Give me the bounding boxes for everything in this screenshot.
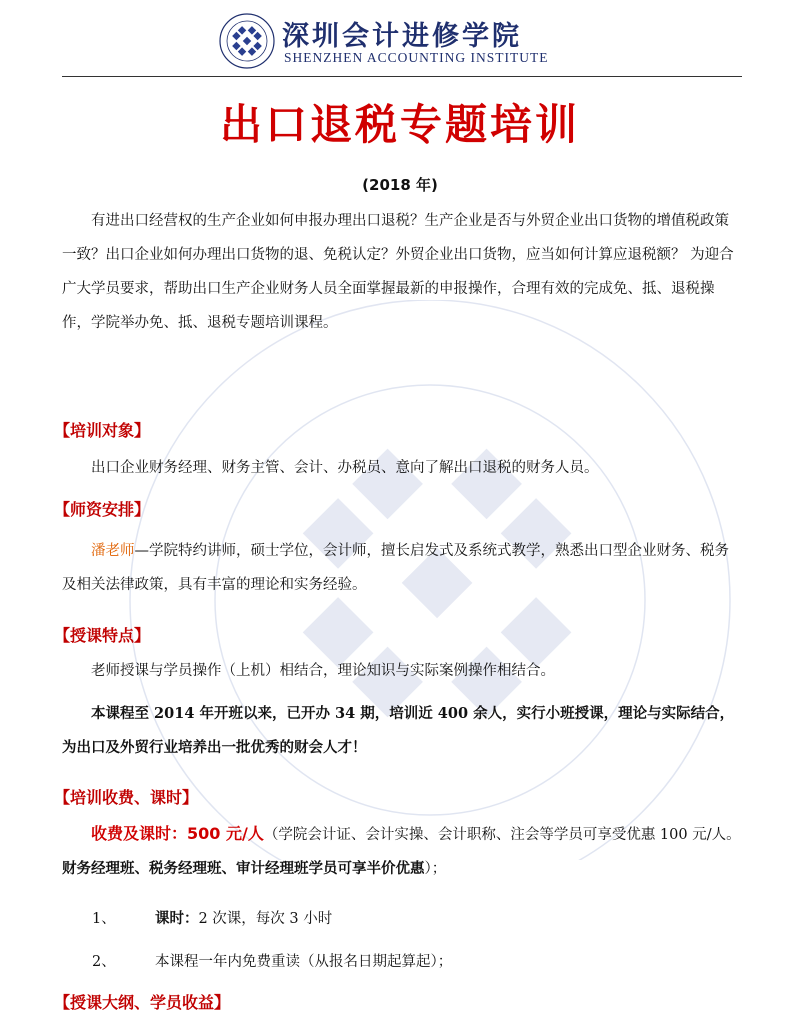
page-title: 出口退税专题培训 [219, 100, 580, 149]
section-heading-teacher: 【师资安排】 [54, 500, 151, 519]
logo-english-name: SHENZHEN ACCOUNTING INSTITUTE [284, 50, 549, 65]
fee-note-end: ）； [424, 861, 447, 877]
features-text-1: 老师授课与学员操作（上机）相结合，理论知识与实际案例操作相结合。 [91, 663, 555, 679]
header-divider [62, 76, 742, 77]
intro-paragraph: 有进出口经营权的生产企业如何申报办理出口退税？生产企业是否与外贸企业出口货物的增值税政策一致？出口企业如何办理出口货物的退、免税认定？外贸企业出口货物，应当如何计算应退税额？ 为迎合广大学员要求，帮助出口生产企业财务人员全面掌握最新的申报操作，合理有效的完成免、抵、退税操作，学院举办免、抵、退税专题培训课程。 [62, 213, 734, 331]
fee-item-2-text: 本课程一年内免费重读（从报名日期起算起）； [154, 954, 453, 970]
fee-label: 收费及课时：500 元/人 [91, 824, 264, 843]
section-heading-fees: 【培训收费、课时】 [54, 788, 199, 807]
target-text: 出口企业财务经理、财务主管、会计、办税员、意向了解出口退税的财务人员。 [91, 460, 599, 476]
fee-item-1-label: 课时： [154, 910, 199, 927]
fee-item-1 [92, 907, 332, 928]
teacher-name: 潘老师 [91, 543, 135, 559]
section-heading-target: 【培训对象】 [54, 421, 151, 440]
teacher-description: —学院特约讲师，硕士学位，会计师，擅长启发式及系统式教学，熟悉出口型企业财务、税务及相关法律政策，具有丰富的理论和实务经验。 [62, 543, 729, 593]
fee-paragraph [62, 817, 742, 886]
fee-item-2 [92, 950, 452, 971]
fee-note: （学院会计证、会计实操、会计职称、注会等学员可享受优惠 100 元/人。 [263, 827, 741, 843]
institute-emblem-icon [218, 12, 276, 70]
document-year: (2018 年) [362, 176, 438, 194]
section-heading-outline: 【授课大纲、学员收益】 [54, 993, 231, 1012]
logo-chinese-name: 深圳会计进修学院 [282, 21, 522, 52]
fee-item-1-number: 1、 [92, 911, 116, 927]
features-text-2: 本课程至 2014 年开班以来，已开办 34 期，培训近 400 余人，实行小班授课，理论与实际结合，为出口及外贸行业培养出一批优秀的财会人才！ [62, 705, 735, 756]
fee-item-2-number: 2、 [92, 954, 116, 970]
institute-logo [218, 12, 549, 70]
fee-item-1-text: 2 次课，每次 3 小时 [198, 911, 333, 927]
section-heading-features: 【授课特点】 [54, 626, 151, 645]
teacher-paragraph [62, 534, 742, 602]
fee-note-bold: 财务经理班、税务经理班、审计经理班学员可享半价优惠 [62, 860, 425, 877]
